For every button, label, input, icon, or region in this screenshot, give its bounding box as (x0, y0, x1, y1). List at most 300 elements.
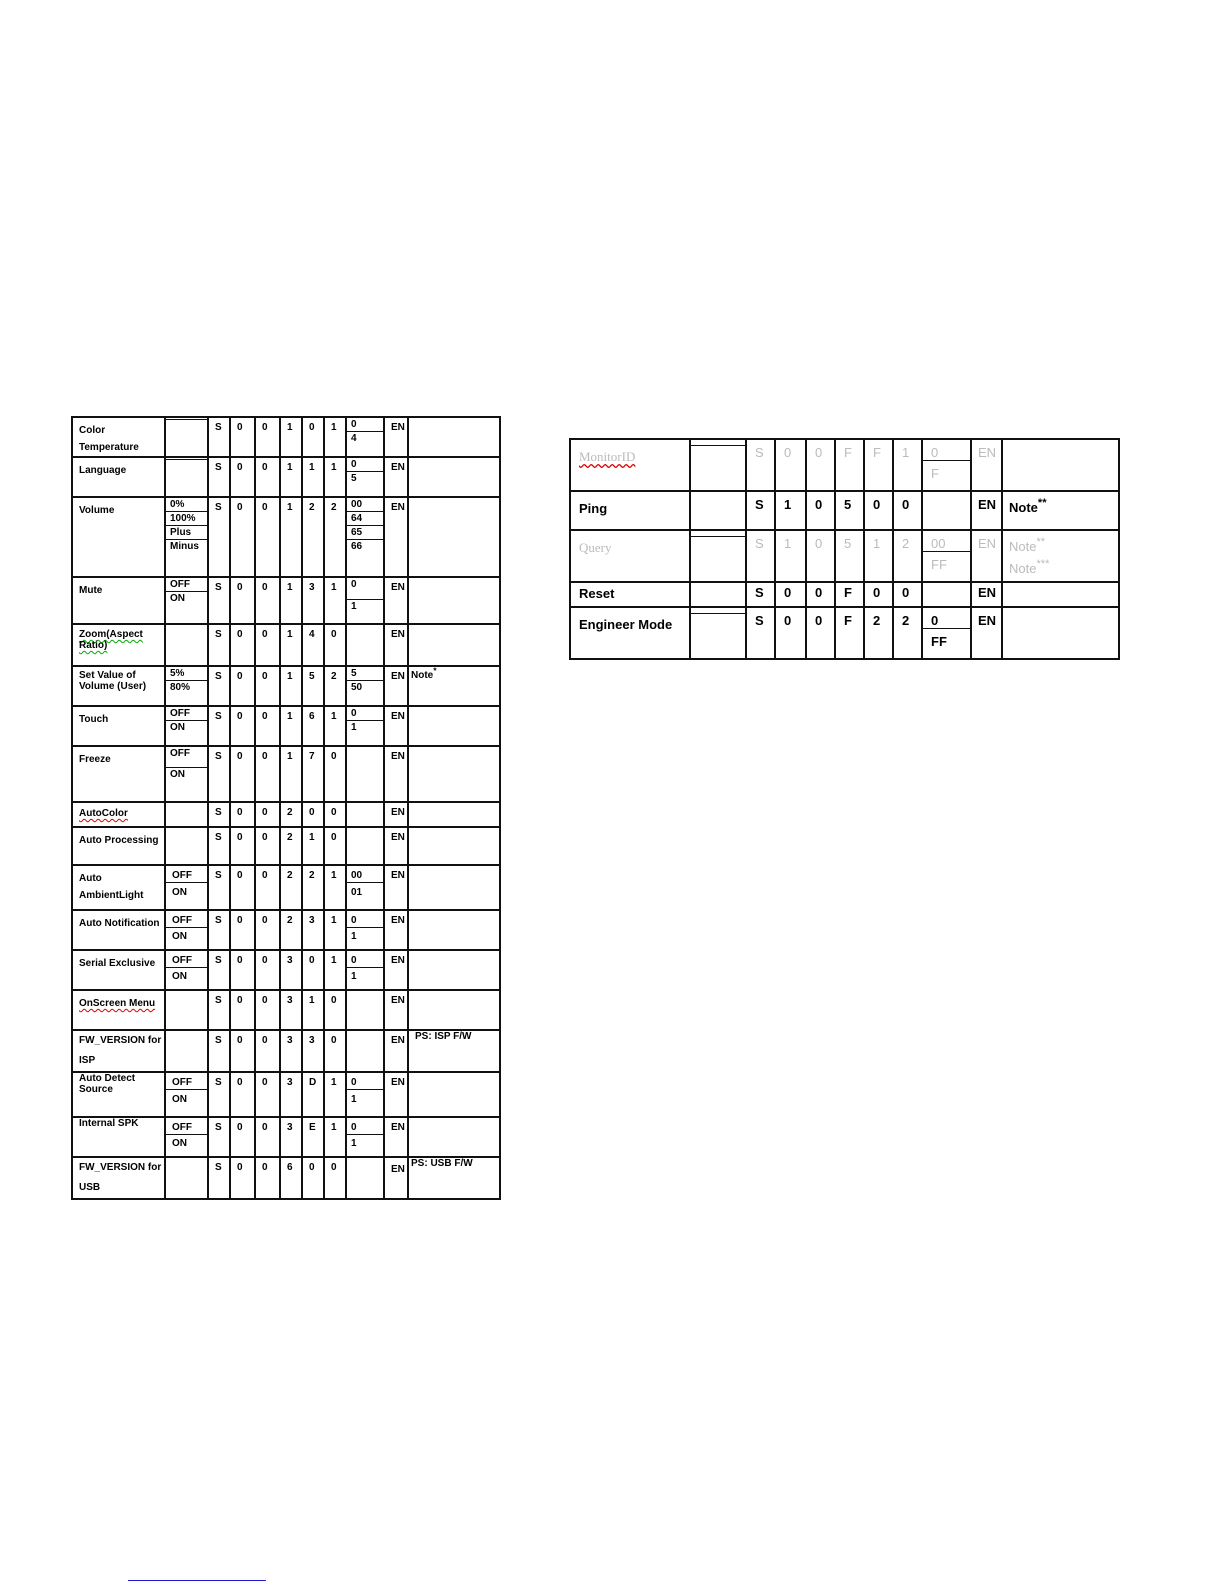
note-text: Note (411, 670, 434, 681)
value-cell (922, 582, 971, 607)
command-name: Color Temperature (72, 417, 165, 457)
end-code: EN (384, 802, 408, 827)
value-cell (346, 666, 384, 706)
code-char: 2 (324, 666, 346, 706)
code-char: 3 (302, 1030, 324, 1072)
code-char: 0 (255, 990, 280, 1030)
table-row (72, 666, 500, 706)
value: 00 (931, 536, 946, 551)
end-code: EN (384, 666, 408, 706)
note-cell (408, 1117, 500, 1157)
note-cell (408, 746, 500, 802)
note-cell (408, 624, 500, 666)
code-char: 0 (230, 990, 255, 1030)
code-char: 1 (302, 827, 324, 865)
end-code: EN (384, 577, 408, 624)
code-char: 6 (280, 1157, 302, 1199)
code-char: S (746, 439, 775, 491)
code-char: 0 (230, 910, 255, 950)
param: OFF (170, 748, 190, 759)
value: 00 (351, 870, 363, 881)
value: 1 (347, 967, 383, 983)
code-char: S (208, 1072, 230, 1117)
table-row (72, 910, 500, 950)
param-cell (165, 802, 208, 827)
code-char: 0 (230, 577, 255, 624)
value: 0 (351, 579, 357, 590)
command-name: FW_VERSION for USB (72, 1157, 165, 1199)
value: 5 (347, 471, 383, 485)
code-char: 0 (255, 746, 280, 802)
value-cell (346, 990, 384, 1030)
note-cell (408, 417, 500, 457)
code-char: 0 (255, 865, 280, 910)
command-name-text: AutoColor (79, 808, 128, 819)
code-char: 1 (280, 457, 302, 497)
code-char: 0 (806, 582, 835, 607)
note-cell (408, 706, 500, 746)
note-cell (408, 865, 500, 910)
value-cell (346, 802, 384, 827)
code-char: 0 (255, 827, 280, 865)
note-line (1009, 536, 1118, 558)
code-char: 0 (230, 1072, 255, 1117)
value-cell (346, 577, 384, 624)
end-code: EN (384, 827, 408, 865)
code-char: 0 (230, 865, 255, 910)
param: ON (166, 1134, 207, 1150)
note-cell (1002, 607, 1119, 659)
param-cell (690, 582, 746, 607)
value-cell (346, 1072, 384, 1117)
code-char: 0 (230, 457, 255, 497)
code-char: 5 (835, 491, 864, 530)
table-row (72, 1157, 500, 1199)
code-char: 0 (230, 624, 255, 666)
table-row (72, 827, 500, 865)
command-name-text: Auto AmbientLight (79, 873, 144, 901)
value: 1 (347, 927, 383, 943)
end-code: EN (384, 417, 408, 457)
code-char: 0 (255, 950, 280, 990)
end-code: EN (384, 497, 408, 577)
code-char: 1 (324, 417, 346, 457)
code-char: S (208, 990, 230, 1030)
code-char: 0 (255, 802, 280, 827)
param-cell (690, 607, 746, 659)
table-row (570, 582, 1119, 607)
end-code: EN (384, 1157, 408, 1199)
table-row (72, 802, 500, 827)
value-cell (346, 457, 384, 497)
note-cell (408, 950, 500, 990)
code-char: S (208, 417, 230, 457)
code-char: 0 (255, 417, 280, 457)
end-code: EN (384, 624, 408, 666)
code-char: 1 (302, 457, 324, 497)
code-char: 0 (324, 827, 346, 865)
note-cell (408, 666, 500, 706)
code-char: 0 (230, 950, 255, 990)
param: OFF (172, 955, 192, 966)
code-char: S (208, 706, 230, 746)
param-cell (165, 457, 208, 497)
end-code: EN (971, 582, 1002, 607)
param: ON (166, 591, 207, 605)
code-char: 1 (324, 865, 346, 910)
code-char: 3 (302, 577, 324, 624)
command-name: Auto Notification (72, 910, 165, 950)
param-cell (165, 1157, 208, 1199)
value-cell (346, 910, 384, 950)
param-cell (165, 577, 208, 624)
value-cell (346, 1117, 384, 1157)
value: 0 (351, 459, 357, 470)
end-code: EN (384, 1117, 408, 1157)
value: 66 (347, 539, 383, 553)
value-cell (346, 497, 384, 577)
value: 0 (351, 915, 357, 926)
code-char: 5 (302, 666, 324, 706)
command-table-left (71, 416, 501, 1200)
code-char: S (208, 827, 230, 865)
param-cell (165, 666, 208, 706)
table-row (570, 607, 1119, 659)
note-cell (408, 1072, 500, 1117)
command-table-right (569, 438, 1120, 660)
code-char: 4 (302, 624, 324, 666)
code-char: 1 (280, 497, 302, 577)
code-char: 0 (806, 491, 835, 530)
code-char: 0 (302, 802, 324, 827)
param-cell (165, 497, 208, 577)
code-char: 0 (230, 802, 255, 827)
code-char: 1 (324, 457, 346, 497)
code-char: 0 (230, 746, 255, 802)
param-cell (165, 1030, 208, 1072)
code-char: F (835, 607, 864, 659)
param: 80% (166, 680, 207, 694)
code-char: D (302, 1072, 324, 1117)
code-char: 1 (280, 417, 302, 457)
param-cell (165, 417, 208, 457)
table-row (72, 624, 500, 666)
param-cell (165, 746, 208, 802)
code-char: 3 (302, 910, 324, 950)
code-char: 0 (302, 417, 324, 457)
code-char: 2 (280, 827, 302, 865)
value: FF (923, 551, 970, 572)
table-row (570, 491, 1119, 530)
value: F (923, 460, 970, 481)
code-char: S (746, 607, 775, 659)
code-char: 0 (893, 491, 922, 530)
param: ON (166, 882, 207, 899)
code-char: 0 (324, 746, 346, 802)
end-code: EN (384, 1030, 408, 1072)
command-name-text: MonitorID (579, 449, 636, 464)
code-char: F (835, 582, 864, 607)
command-name: Touch (72, 706, 165, 746)
param: 100% (166, 511, 207, 525)
code-char: 0 (775, 607, 806, 659)
command-name: Engineer Mode (570, 607, 690, 659)
param-cell (690, 439, 746, 491)
code-char: 0 (255, 666, 280, 706)
end-code: EN (384, 706, 408, 746)
note-cell (1002, 491, 1119, 530)
value: 1 (347, 1089, 383, 1106)
value: 0 (351, 708, 357, 719)
code-char: 0 (324, 990, 346, 1030)
code-char: 2 (864, 607, 893, 659)
param: OFF (170, 579, 190, 590)
code-char: S (208, 1157, 230, 1199)
code-char: 2 (280, 802, 302, 827)
value: 50 (347, 680, 383, 694)
code-char: S (746, 530, 775, 582)
code-char: 1 (280, 746, 302, 802)
code-char: S (208, 1117, 230, 1157)
code-char: F (864, 439, 893, 491)
code-char: 0 (324, 802, 346, 827)
note-cell (408, 577, 500, 624)
value-cell (346, 1030, 384, 1072)
command-name: Auto Processing (72, 827, 165, 865)
param: OFF (172, 1077, 192, 1088)
code-char: 0 (255, 1117, 280, 1157)
param-cell (165, 827, 208, 865)
end-code: EN (971, 607, 1002, 659)
value-cell (346, 865, 384, 910)
end-code: EN (384, 865, 408, 910)
note-cell (408, 802, 500, 827)
code-char: 2 (324, 497, 346, 577)
code-char: 1 (280, 577, 302, 624)
code-char: S (746, 491, 775, 530)
value: 0 (931, 613, 939, 628)
command-name: Internal SPK (72, 1117, 165, 1157)
code-char: 2 (302, 497, 324, 577)
note-cell (1002, 582, 1119, 607)
note-cell (1002, 439, 1119, 491)
value-cell (346, 417, 384, 457)
value: 0 (351, 1122, 357, 1133)
code-char: 0 (775, 439, 806, 491)
value: 1 (347, 720, 383, 734)
command-name-text: Query (579, 540, 612, 555)
code-char: 3 (280, 950, 302, 990)
param: ON (166, 967, 207, 983)
end-code: EN (971, 491, 1002, 530)
end-code: EN (384, 950, 408, 990)
code-char: 1 (324, 1117, 346, 1157)
value-cell (346, 1157, 384, 1199)
code-char: F (835, 439, 864, 491)
note-text: Note (1009, 539, 1037, 554)
value-cell (346, 706, 384, 746)
param-cell (165, 1072, 208, 1117)
value-cell (346, 624, 384, 666)
command-name: Set Value of Volume (User) (72, 666, 165, 706)
code-char: E (302, 1117, 324, 1157)
table-row (72, 577, 500, 624)
code-char: 3 (280, 1117, 302, 1157)
param-cell (690, 530, 746, 582)
code-char: 0 (806, 607, 835, 659)
value: 01 (347, 882, 383, 899)
end-code: EN (384, 457, 408, 497)
table-row (72, 1072, 500, 1117)
end-code: EN (384, 990, 408, 1030)
code-char: 7 (302, 746, 324, 802)
param: ON (166, 927, 207, 943)
code-char: 0 (255, 910, 280, 950)
end-code: EN (971, 530, 1002, 582)
command-name: Ping (570, 491, 690, 530)
note-cell (408, 497, 500, 577)
code-char: S (746, 582, 775, 607)
code-char: 0 (255, 457, 280, 497)
command-name (72, 802, 165, 827)
command-name (72, 990, 165, 1030)
code-char: 1 (893, 439, 922, 491)
code-char: 0 (230, 827, 255, 865)
code-char: 0 (302, 1157, 324, 1199)
param: Plus (166, 525, 207, 539)
table-row (72, 417, 500, 457)
code-char: 1 (280, 706, 302, 746)
code-char: 1 (280, 666, 302, 706)
table-row (72, 1117, 500, 1157)
table-row (72, 1030, 500, 1072)
code-char: 3 (280, 1030, 302, 1072)
code-char: 1 (775, 491, 806, 530)
command-name-text: OnScreen Menu (79, 998, 156, 1009)
table-row (570, 439, 1119, 491)
param-cell (165, 706, 208, 746)
command-name (570, 439, 690, 491)
code-char: 0 (255, 577, 280, 624)
table-row (72, 457, 500, 497)
code-char: 0 (230, 706, 255, 746)
code-char: 3 (280, 990, 302, 1030)
note-cell (408, 910, 500, 950)
value: 0 (351, 955, 357, 966)
param: OFF (170, 708, 190, 719)
code-char: 1 (324, 706, 346, 746)
code-char: S (208, 624, 230, 666)
param: OFF (172, 870, 192, 881)
note-cell: PS: USB F/W (408, 1157, 500, 1199)
code-char: 0 (806, 530, 835, 582)
param-cell (690, 491, 746, 530)
value: 0 (351, 1077, 357, 1088)
code-char: 2 (280, 865, 302, 910)
end-code: EN (971, 439, 1002, 491)
code-char: 0 (864, 582, 893, 607)
table-row (72, 497, 500, 577)
note-mark: *** (1036, 557, 1050, 570)
value: 1 (347, 599, 383, 619)
code-char: 0 (230, 666, 255, 706)
note-text: Note (1009, 500, 1038, 515)
code-char: 0 (230, 497, 255, 577)
note-text: Note (1009, 561, 1037, 576)
value-cell (346, 950, 384, 990)
command-name: Serial Exclusive (72, 950, 165, 990)
code-char: S (208, 746, 230, 802)
code-char: S (208, 577, 230, 624)
code-char: 1 (280, 624, 302, 666)
code-char: S (208, 802, 230, 827)
note-mark: ** (1036, 535, 1046, 548)
param: 0% (170, 499, 185, 510)
code-char: S (208, 497, 230, 577)
command-name: Freeze (72, 746, 165, 802)
command-name (72, 624, 165, 666)
end-code: EN (384, 1072, 408, 1117)
code-char: 3 (280, 1072, 302, 1117)
code-char: 0 (302, 950, 324, 990)
code-char: 1 (864, 530, 893, 582)
command-name (72, 865, 165, 910)
code-char: 6 (302, 706, 324, 746)
value: 0 (351, 419, 357, 430)
code-char: 5 (835, 530, 864, 582)
code-char: 0 (864, 491, 893, 530)
code-char: 0 (230, 417, 255, 457)
code-char: 2 (302, 865, 324, 910)
code-char: S (208, 865, 230, 910)
code-char: S (208, 457, 230, 497)
param: OFF (172, 915, 192, 926)
param-cell (165, 624, 208, 666)
param: Minus (166, 539, 207, 553)
command-name (570, 530, 690, 582)
code-char: S (208, 1030, 230, 1072)
note-line (1009, 558, 1118, 580)
code-char: 0 (230, 1030, 255, 1072)
note-mark: * (433, 666, 437, 676)
param-cell (165, 950, 208, 990)
param-cell (165, 990, 208, 1030)
code-char: S (208, 666, 230, 706)
param-cell (165, 865, 208, 910)
table-row (72, 746, 500, 802)
command-name-text: Zoom(Aspect Ratio) (79, 629, 143, 651)
value: 4 (347, 431, 383, 445)
param-cell (165, 1117, 208, 1157)
code-char: 2 (893, 607, 922, 659)
param-cell (165, 910, 208, 950)
code-char: 1 (324, 910, 346, 950)
code-char: S (208, 950, 230, 990)
table-row (72, 950, 500, 990)
value-cell (346, 827, 384, 865)
value-cell (346, 746, 384, 802)
value: 1 (347, 1134, 383, 1150)
code-char: 1 (324, 577, 346, 624)
code-char: 0 (324, 1030, 346, 1072)
code-char: 0 (324, 1157, 346, 1199)
command-name: Mute (72, 577, 165, 624)
table-row (72, 865, 500, 910)
code-char: 0 (775, 582, 806, 607)
code-char: 2 (280, 910, 302, 950)
param: ON (166, 767, 207, 781)
code-char: 0 (255, 1157, 280, 1199)
